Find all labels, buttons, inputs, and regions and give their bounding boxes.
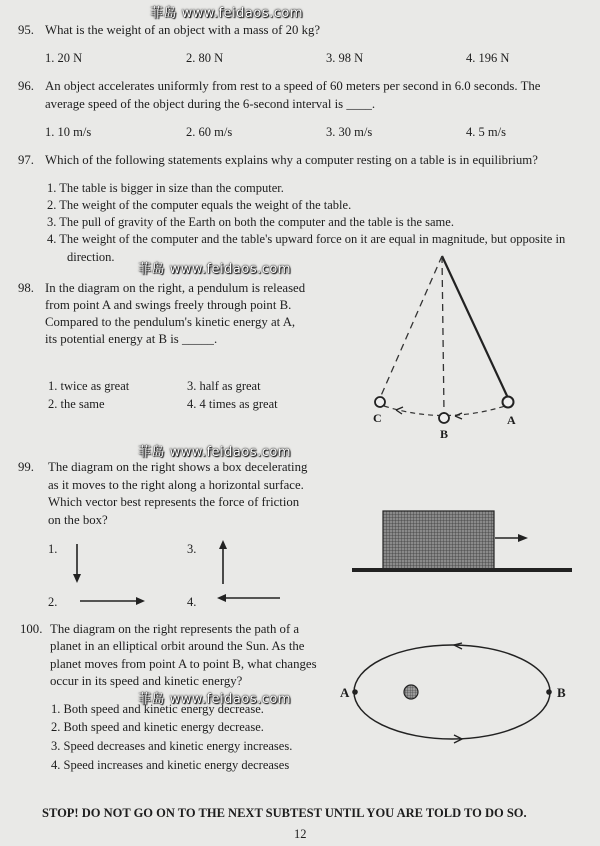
- bob-c: [375, 397, 385, 407]
- horizontal-surface: [352, 568, 572, 572]
- page-number: 12: [294, 827, 307, 841]
- question-text: planet in an elliptical orbit around the Sun. As the: [50, 639, 305, 653]
- label-b: B: [440, 427, 449, 441]
- choice: 3. 98 N: [326, 51, 364, 65]
- question-text: average speed of the object during the 6-second interval is ____.: [45, 97, 376, 111]
- arrow-up-icon: [219, 540, 227, 549]
- question-text: occur in its speed and kinetic energy?: [50, 674, 243, 688]
- orbit-path: [354, 645, 550, 739]
- pendulum-diagram: [360, 250, 560, 440]
- choice: 4. 4 times as great: [187, 397, 278, 411]
- point-a: [352, 689, 358, 695]
- label-b: B: [557, 685, 566, 700]
- choice: 4. 196 N: [466, 51, 510, 65]
- choice-label: 2.: [48, 595, 58, 609]
- point-b: [546, 689, 552, 695]
- choice: 2. The weight of the computer equals the weight of the table.: [47, 198, 352, 212]
- arrow-icon: [454, 643, 462, 649]
- choice-label: 4.: [187, 595, 197, 609]
- pendulum-string-b: [442, 256, 444, 413]
- bob-a: [503, 397, 514, 408]
- choice: 1. The table is bigger in size than the computer.: [47, 181, 284, 195]
- choice: 2. 60 m/s: [186, 125, 233, 139]
- watermark: 菲岛 www.feidaos.com: [138, 445, 291, 460]
- choice: 2. the same: [48, 397, 105, 411]
- question-number: 100.: [20, 622, 43, 636]
- choice: 1. Both speed and kinetic energy decrease.: [51, 702, 264, 716]
- vector-options: [0, 530, 300, 620]
- choice: 2. 80 N: [186, 51, 224, 65]
- choice: 1. 10 m/s: [45, 125, 92, 139]
- question-text: What is the weight of an object with a mass of 20 kg?: [45, 23, 321, 37]
- question-text: its potential energy at B is _____.: [45, 332, 218, 346]
- box-diagram: [350, 505, 580, 585]
- label-a: A: [340, 685, 350, 700]
- watermark: 菲岛 www.feidaos.com: [138, 262, 291, 277]
- box: [383, 511, 494, 569]
- label-c: C: [373, 411, 382, 425]
- arrow-right-icon: [136, 597, 145, 605]
- watermark: 菲岛 www.feidaos.com: [150, 6, 303, 21]
- arrow-left-icon: [217, 594, 226, 602]
- choice: 4. 5 m/s: [466, 125, 506, 139]
- question-text: In the diagram on the right, a pendulum is released: [45, 281, 306, 295]
- choice: 3. Speed decreases and kinetic energy increases.: [51, 739, 293, 753]
- sun-icon: [404, 685, 418, 699]
- question-text: An object accelerates uniformly from rest to a speed of 60 meters per second in 6.0 seconds. The: [45, 79, 541, 93]
- choice: 4. Speed increases and kinetic energy decreases: [51, 758, 290, 772]
- pendulum-string-a: [442, 256, 508, 398]
- choice-continuation: direction.: [67, 250, 115, 264]
- choice-label: 1.: [48, 542, 58, 556]
- question-number: 99.: [18, 460, 34, 474]
- choice-label: 3.: [187, 542, 197, 556]
- choice: 1. 20 N: [45, 51, 83, 65]
- question-number: 97.: [18, 153, 34, 167]
- arrow-icon: [455, 413, 462, 419]
- question-number: 95.: [18, 23, 34, 37]
- orbit-diagram: [350, 635, 580, 755]
- question-text: on the box?: [48, 513, 108, 527]
- question-text: from point A and swings freely through point B.: [45, 298, 292, 312]
- bob-b: [439, 413, 449, 423]
- question-text: Which vector best represents the force of friction: [48, 495, 300, 509]
- question-text: The diagram on the right shows a box decelerating: [48, 460, 308, 474]
- choice: 2. Both speed and kinetic energy decrease.: [51, 720, 264, 734]
- question-text: Compared to the pendulum's kinetic energy at A,: [45, 315, 296, 329]
- choice: 1. twice as great: [48, 379, 130, 393]
- watermark: 菲岛 www.feidaos.com: [138, 692, 291, 707]
- question-text: planet moves from point A to point B, what changes: [50, 657, 317, 671]
- arrow-right-icon: [518, 534, 528, 542]
- question-text: The diagram on the right represents the path of a: [50, 622, 300, 636]
- choice: 4. The weight of the computer and the table's upward force on it are equal in magnitude, but opposite in: [47, 232, 566, 246]
- question-number: 98.: [18, 281, 34, 295]
- choice: 3. The pull of gravity of the Earth on both the computer and the table is the same.: [47, 215, 454, 229]
- question-text: as it moves to the right along a horizontal surface.: [48, 478, 304, 492]
- question-number: 96.: [18, 79, 34, 93]
- choice: 3. 30 m/s: [326, 125, 373, 139]
- arrow-down-icon: [73, 574, 81, 583]
- choice: 3. half as great: [187, 379, 261, 393]
- pendulum-string-c: [380, 256, 442, 398]
- stop-notice: STOP! DO NOT GO ON TO THE NEXT SUBTEST UNTIL YOU ARE TOLD TO DO SO.: [42, 806, 527, 820]
- question-text: Which of the following statements explains why a computer resting on a table is in equilibrium?: [45, 153, 538, 167]
- label-a: A: [507, 413, 516, 427]
